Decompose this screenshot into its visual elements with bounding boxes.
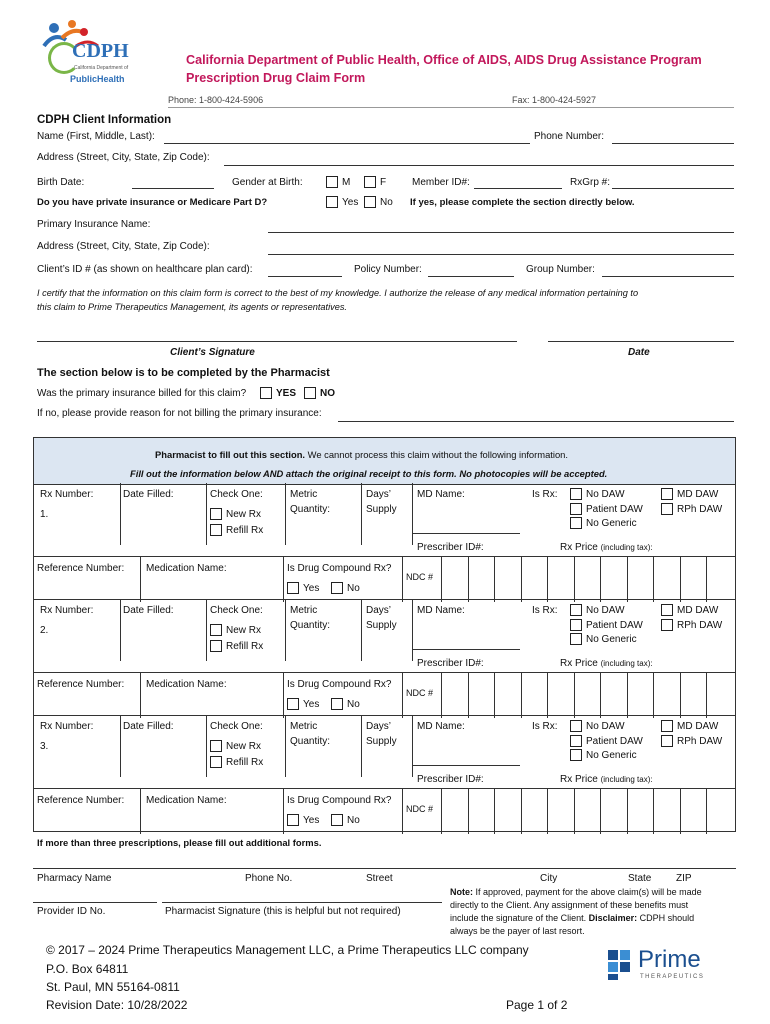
compound-yes-checkbox[interactable] bbox=[287, 582, 299, 594]
member-id-label: Member ID#: bbox=[412, 177, 470, 188]
is-rx-label: Is Rx: bbox=[532, 721, 558, 732]
phone-field[interactable] bbox=[612, 143, 734, 144]
compound-label: Is Drug Compound Rx? bbox=[287, 795, 392, 806]
insurance-no-checkbox[interactable] bbox=[364, 196, 376, 208]
col-divider bbox=[285, 715, 286, 777]
patient-daw-checkbox[interactable] bbox=[570, 619, 582, 631]
group-field[interactable] bbox=[602, 276, 734, 277]
date-filled-label: Date Filled: bbox=[123, 489, 174, 500]
note-bold: Note: bbox=[450, 887, 473, 897]
insurance-no-label: No bbox=[380, 197, 393, 208]
address2-field[interactable] bbox=[268, 254, 734, 255]
new-rx-label: New Rx bbox=[226, 625, 262, 636]
md-daw-label: MD DAW bbox=[677, 489, 719, 500]
medication-label: Medication Name: bbox=[146, 795, 227, 806]
insurance-question: Do you have private insurance or Medicare Part D? bbox=[37, 197, 268, 208]
date-filled-label: Date Filled: bbox=[123, 721, 174, 732]
md-name-label: MD Name: bbox=[417, 489, 465, 500]
no-generic-checkbox[interactable] bbox=[570, 517, 582, 529]
prescriber-label: Prescriber ID#: bbox=[417, 658, 484, 669]
no-daw-label: No DAW bbox=[586, 489, 625, 500]
gender-f-checkbox[interactable] bbox=[364, 176, 376, 188]
revision-date: Revision Date: 10/28/2022 bbox=[46, 998, 188, 1012]
billed-question: Was the primary insurance billed for this claim? bbox=[37, 388, 247, 399]
date-line[interactable] bbox=[548, 341, 734, 342]
new-rx-checkbox[interactable] bbox=[210, 624, 222, 636]
signature-line[interactable] bbox=[37, 341, 517, 342]
client-id-label: Client’s ID # (as shown on healthcare plan card): bbox=[37, 264, 253, 275]
md-daw-checkbox[interactable] bbox=[661, 488, 673, 500]
new-rx-checkbox[interactable] bbox=[210, 740, 222, 752]
reason-label: If no, please provide reason for not billing the primary insurance: bbox=[37, 408, 322, 419]
primary-insurance-field[interactable] bbox=[268, 232, 734, 233]
phone-no-label: Phone No. bbox=[245, 873, 293, 884]
provider-line[interactable] bbox=[33, 902, 157, 903]
pharmacy-line[interactable] bbox=[33, 868, 736, 869]
refill-rx-label: Refill Rx bbox=[226, 757, 264, 768]
note-line3 bbox=[450, 912, 694, 924]
pharm-sig-line[interactable] bbox=[162, 902, 442, 903]
gender-label: Gender at Birth: bbox=[232, 177, 303, 188]
compound-no-checkbox[interactable] bbox=[331, 698, 343, 710]
col-divider bbox=[361, 599, 362, 661]
gender-m-checkbox[interactable] bbox=[326, 176, 338, 188]
insurance-yes-checkbox[interactable] bbox=[326, 196, 338, 208]
date-filled-label: Date Filled: bbox=[123, 605, 174, 616]
page-number: Page 1 of 2 bbox=[506, 998, 568, 1012]
prime-sub: THERAPEUTICS bbox=[640, 974, 705, 980]
rx-number-label: Rx Number: bbox=[40, 605, 94, 616]
ndc-digits[interactable] bbox=[441, 556, 736, 602]
form-title-line2: Prescription Drug Claim Form bbox=[186, 71, 366, 85]
reference-label: Reference Number: bbox=[37, 679, 125, 690]
reference-label: Reference Number: bbox=[37, 795, 125, 806]
note-line4: always be the payer of last resort. bbox=[450, 926, 585, 936]
po-box: P.O. Box 64811 bbox=[46, 962, 129, 976]
col-divider bbox=[206, 599, 207, 661]
compound-no-checkbox[interactable] bbox=[331, 814, 343, 826]
compound-no-checkbox[interactable] bbox=[331, 582, 343, 594]
billed-yes-label: YES bbox=[276, 388, 297, 399]
metric-label: Metric bbox=[290, 489, 318, 500]
box-instruction-1 bbox=[155, 449, 568, 461]
ndc-label: NDC # bbox=[406, 572, 434, 582]
certify-line2: this claim to Prime Therapeutics Management, its agents or representatives. bbox=[37, 302, 347, 312]
rxgrp-label: RxGrp #: bbox=[570, 177, 611, 188]
refill-rx-label: Refill Rx bbox=[226, 525, 264, 536]
provider-id-label: Provider ID No. bbox=[37, 906, 106, 917]
new-rx-checkbox[interactable] bbox=[210, 508, 222, 520]
col-divider bbox=[283, 788, 284, 834]
col-divider bbox=[120, 483, 121, 545]
if-yes-note: If yes, please complete the section directly below. bbox=[410, 197, 635, 208]
form-title-line1: California Department of Public Health, Office of AIDS, AIDS Drug Assistance Program bbox=[186, 53, 702, 67]
quantity-label: Quantity: bbox=[290, 620, 331, 631]
rph-daw-label: RPh DAW bbox=[677, 736, 723, 747]
patient-daw-checkbox[interactable] bbox=[570, 735, 582, 747]
is-rx-label: Is Rx: bbox=[532, 605, 558, 616]
refill-rx-label: Refill Rx bbox=[226, 641, 264, 652]
disclaimer-bold: Disclaimer: bbox=[586, 913, 638, 923]
supply-label: Supply bbox=[366, 620, 397, 631]
state-label: State bbox=[628, 873, 652, 884]
reference-label: Reference Number: bbox=[37, 563, 125, 574]
certify-line1: I certify that the information on this claim form is correct to the best of my knowledge. I authorize the release of any medical information pertaining to bbox=[37, 288, 639, 298]
note-text3b: CDPH should bbox=[637, 913, 695, 923]
member-id-field[interactable] bbox=[474, 188, 562, 189]
medication-label: Medication Name: bbox=[146, 679, 227, 690]
rx-price-text: Rx Price bbox=[560, 542, 598, 553]
col-divider bbox=[120, 599, 121, 661]
md-daw-label: MD DAW bbox=[677, 721, 719, 732]
check-one-label: Check One: bbox=[210, 489, 263, 500]
header-rule bbox=[168, 107, 734, 108]
no-daw-checkbox[interactable] bbox=[570, 604, 582, 616]
refill-rx-checkbox[interactable] bbox=[210, 524, 222, 536]
md-daw-checkbox[interactable] bbox=[661, 720, 673, 732]
note-line1 bbox=[450, 886, 702, 898]
birth-date-label: Birth Date: bbox=[37, 177, 85, 188]
pharm-sig-label: Pharmacist Signature (this is helpful but not required) bbox=[165, 906, 401, 917]
check-one-label: Check One: bbox=[210, 605, 263, 616]
ndc-label: NDC # bbox=[406, 688, 434, 698]
box-instruction-1-rest: We cannot process this claim without the following information. bbox=[305, 449, 569, 460]
billed-no-checkbox[interactable] bbox=[304, 387, 316, 399]
refill-rx-checkbox[interactable] bbox=[210, 756, 222, 768]
rx-price-tax: (including tax): bbox=[600, 543, 653, 552]
refill-rx-checkbox[interactable] bbox=[210, 640, 222, 652]
col-divider bbox=[140, 556, 141, 602]
rx-row-number: 1. bbox=[40, 509, 49, 520]
col-divider bbox=[206, 483, 207, 545]
primary-insurance-label: Primary Insurance Name: bbox=[37, 219, 151, 230]
pharmacy-name-label: Pharmacy Name bbox=[37, 873, 112, 884]
rx-number-label: Rx Number: bbox=[40, 489, 94, 500]
col-divider bbox=[206, 715, 207, 777]
patient-daw-label: Patient DAW bbox=[586, 504, 643, 515]
col-divider bbox=[140, 788, 141, 834]
compound-yes-label: Yes bbox=[303, 583, 320, 594]
compound-yes-label: Yes bbox=[303, 815, 320, 826]
quantity-label: Quantity: bbox=[290, 504, 331, 515]
birth-date-field[interactable] bbox=[132, 188, 214, 189]
compound-label: Is Drug Compound Rx? bbox=[287, 679, 392, 690]
supply-label: Supply bbox=[366, 736, 397, 747]
rph-daw-checkbox[interactable] bbox=[661, 735, 673, 747]
logo-brand: PublicHealth bbox=[70, 74, 125, 84]
compound-yes-checkbox[interactable] bbox=[287, 814, 299, 826]
cdph-logo bbox=[40, 14, 145, 94]
days-label: Days’ bbox=[366, 721, 392, 732]
billed-no-label: NO bbox=[320, 388, 335, 399]
col-divider bbox=[285, 483, 286, 545]
more-rx-note: If more than three prescriptions, please fill out additional forms. bbox=[37, 837, 322, 848]
no-daw-checkbox[interactable] bbox=[570, 720, 582, 732]
compound-no-label: No bbox=[347, 815, 360, 826]
city-label: City bbox=[540, 873, 558, 884]
policy-label: Policy Number: bbox=[354, 264, 422, 275]
compound-label: Is Drug Compound Rx? bbox=[287, 563, 392, 574]
days-label: Days’ bbox=[366, 605, 392, 616]
policy-field[interactable] bbox=[428, 276, 514, 277]
rxgrp-field[interactable] bbox=[612, 188, 734, 189]
compound-no-label: No bbox=[347, 583, 360, 594]
header-phone: Phone: 1-800-424-5906 bbox=[168, 95, 264, 105]
col-divider bbox=[120, 715, 121, 777]
no-daw-label: No DAW bbox=[586, 721, 625, 732]
new-rx-label: New Rx bbox=[226, 509, 262, 520]
rph-daw-checkbox[interactable] bbox=[661, 619, 673, 631]
md-name-label: MD Name: bbox=[417, 605, 465, 616]
reason-field[interactable] bbox=[338, 421, 734, 422]
rx-block-separator bbox=[33, 599, 736, 600]
no-generic-checkbox[interactable] bbox=[570, 749, 582, 761]
supply-label: Supply bbox=[366, 504, 397, 515]
prime-mark-icon bbox=[606, 948, 634, 982]
col-divider bbox=[412, 715, 413, 777]
address2-label: Address (Street, City, State, Zip Code): bbox=[37, 241, 210, 252]
box-instruction-1-bold: Pharmacist to fill out this section. bbox=[155, 449, 306, 460]
col-divider bbox=[361, 483, 362, 545]
gender-m-label: M bbox=[342, 177, 351, 188]
pharmacist-heading: The section below is to be completed by the Pharmacist bbox=[37, 367, 330, 379]
rph-daw-label: RPh DAW bbox=[677, 504, 723, 515]
signature-label: Client’s Signature bbox=[170, 347, 255, 358]
col-divider bbox=[283, 672, 284, 718]
medication-label: Medication Name: bbox=[146, 563, 227, 574]
prime-logo bbox=[606, 946, 726, 986]
col-divider bbox=[285, 599, 286, 661]
col-divider bbox=[412, 599, 413, 661]
quantity-label: Quantity: bbox=[290, 736, 331, 747]
patient-daw-label: Patient DAW bbox=[586, 620, 643, 631]
ndc-digits[interactable] bbox=[441, 788, 736, 834]
no-generic-label: No Generic bbox=[586, 518, 637, 529]
compound-no-label: No bbox=[347, 699, 360, 710]
address-label: Address (Street, City, State, Zip Code): bbox=[37, 152, 210, 163]
no-daw-checkbox[interactable] bbox=[570, 488, 582, 500]
rx-number-label: Rx Number: bbox=[40, 721, 94, 732]
compound-yes-checkbox[interactable] bbox=[287, 698, 299, 710]
prescriber-top-line[interactable] bbox=[412, 765, 520, 766]
no-generic-label: No Generic bbox=[586, 750, 637, 761]
metric-label: Metric bbox=[290, 605, 318, 616]
compound-yes-label: Yes bbox=[303, 699, 320, 710]
client-section-title: CDPH Client Information bbox=[37, 114, 172, 126]
is-rx-label: Is Rx: bbox=[532, 489, 558, 500]
rx-price-label bbox=[560, 658, 653, 670]
city-zip: St. Paul, MN 55164-0811 bbox=[46, 980, 180, 994]
insurance-yes-label: Yes bbox=[342, 197, 359, 208]
col-divider bbox=[140, 672, 141, 718]
no-daw-label: No DAW bbox=[586, 605, 625, 616]
street-label: Street bbox=[366, 873, 393, 884]
rx-price-label bbox=[560, 774, 653, 786]
rx-price-text: Rx Price bbox=[560, 774, 598, 785]
rx-block-separator bbox=[33, 715, 736, 716]
ndc-label: NDC # bbox=[406, 804, 434, 814]
client-id-field[interactable] bbox=[268, 276, 342, 277]
rx-price-text: Rx Price bbox=[560, 658, 598, 669]
patient-daw-checkbox[interactable] bbox=[570, 503, 582, 515]
prescriber-top-line[interactable] bbox=[412, 649, 520, 650]
ndc-digits[interactable] bbox=[441, 672, 736, 718]
md-name-label: MD Name: bbox=[417, 721, 465, 732]
header-fax: Fax: 1-800-424-5927 bbox=[512, 95, 597, 105]
rx-row-number: 2. bbox=[40, 625, 49, 636]
rx-price-tax: (including tax): bbox=[600, 659, 653, 668]
gender-f-label: F bbox=[380, 177, 387, 188]
check-one-label: Check One: bbox=[210, 721, 263, 732]
billed-yes-checkbox[interactable] bbox=[260, 387, 272, 399]
col-divider bbox=[412, 483, 413, 545]
rph-daw-label: RPh DAW bbox=[677, 620, 723, 631]
prime-brand: Prime bbox=[638, 946, 701, 973]
rx-price-label bbox=[560, 542, 653, 554]
md-daw-label: MD DAW bbox=[677, 605, 719, 616]
rx-row-number: 3. bbox=[40, 741, 49, 752]
group-label: Group Number: bbox=[526, 264, 595, 275]
days-label: Days’ bbox=[366, 489, 392, 500]
zip-label: ZIP bbox=[676, 873, 692, 884]
note-line2: directly to the Client. Any assignment of these benefits must bbox=[450, 900, 689, 910]
logo-letters: CDPH bbox=[72, 40, 129, 62]
date-label: Date bbox=[628, 347, 650, 358]
no-generic-label: No Generic bbox=[586, 634, 637, 645]
patient-daw-label: Patient DAW bbox=[586, 736, 643, 747]
note-text3: include the signature of the Client. bbox=[450, 913, 587, 923]
address-field[interactable] bbox=[224, 165, 734, 166]
new-rx-label: New Rx bbox=[226, 741, 262, 752]
name-field[interactable] bbox=[164, 143, 530, 144]
prescriber-top-line[interactable] bbox=[412, 533, 520, 534]
col-divider bbox=[361, 715, 362, 777]
note-text1: If approved, payment for the above claim(s) will be made bbox=[473, 887, 702, 897]
name-label: Name (First, Middle, Last): bbox=[37, 131, 155, 142]
copyright: © 2017 – 2024 Prime Therapeutics Management LLC, a Prime Therapeutics LLC company bbox=[46, 943, 529, 957]
rph-daw-checkbox[interactable] bbox=[661, 503, 673, 515]
col-divider bbox=[283, 556, 284, 602]
prescriber-label: Prescriber ID#: bbox=[417, 774, 484, 785]
prescriber-label: Prescriber ID#: bbox=[417, 542, 484, 553]
logo-subtitle: California Department of bbox=[74, 65, 129, 71]
no-generic-checkbox[interactable] bbox=[570, 633, 582, 645]
rx-price-tax: (including tax): bbox=[600, 775, 653, 784]
phone-label: Phone Number: bbox=[534, 131, 605, 142]
metric-label: Metric bbox=[290, 721, 318, 732]
box-instruction-2: Fill out the information below AND attach the original receipt to this form. No photocopies will be accepted. bbox=[130, 468, 608, 479]
md-daw-checkbox[interactable] bbox=[661, 604, 673, 616]
